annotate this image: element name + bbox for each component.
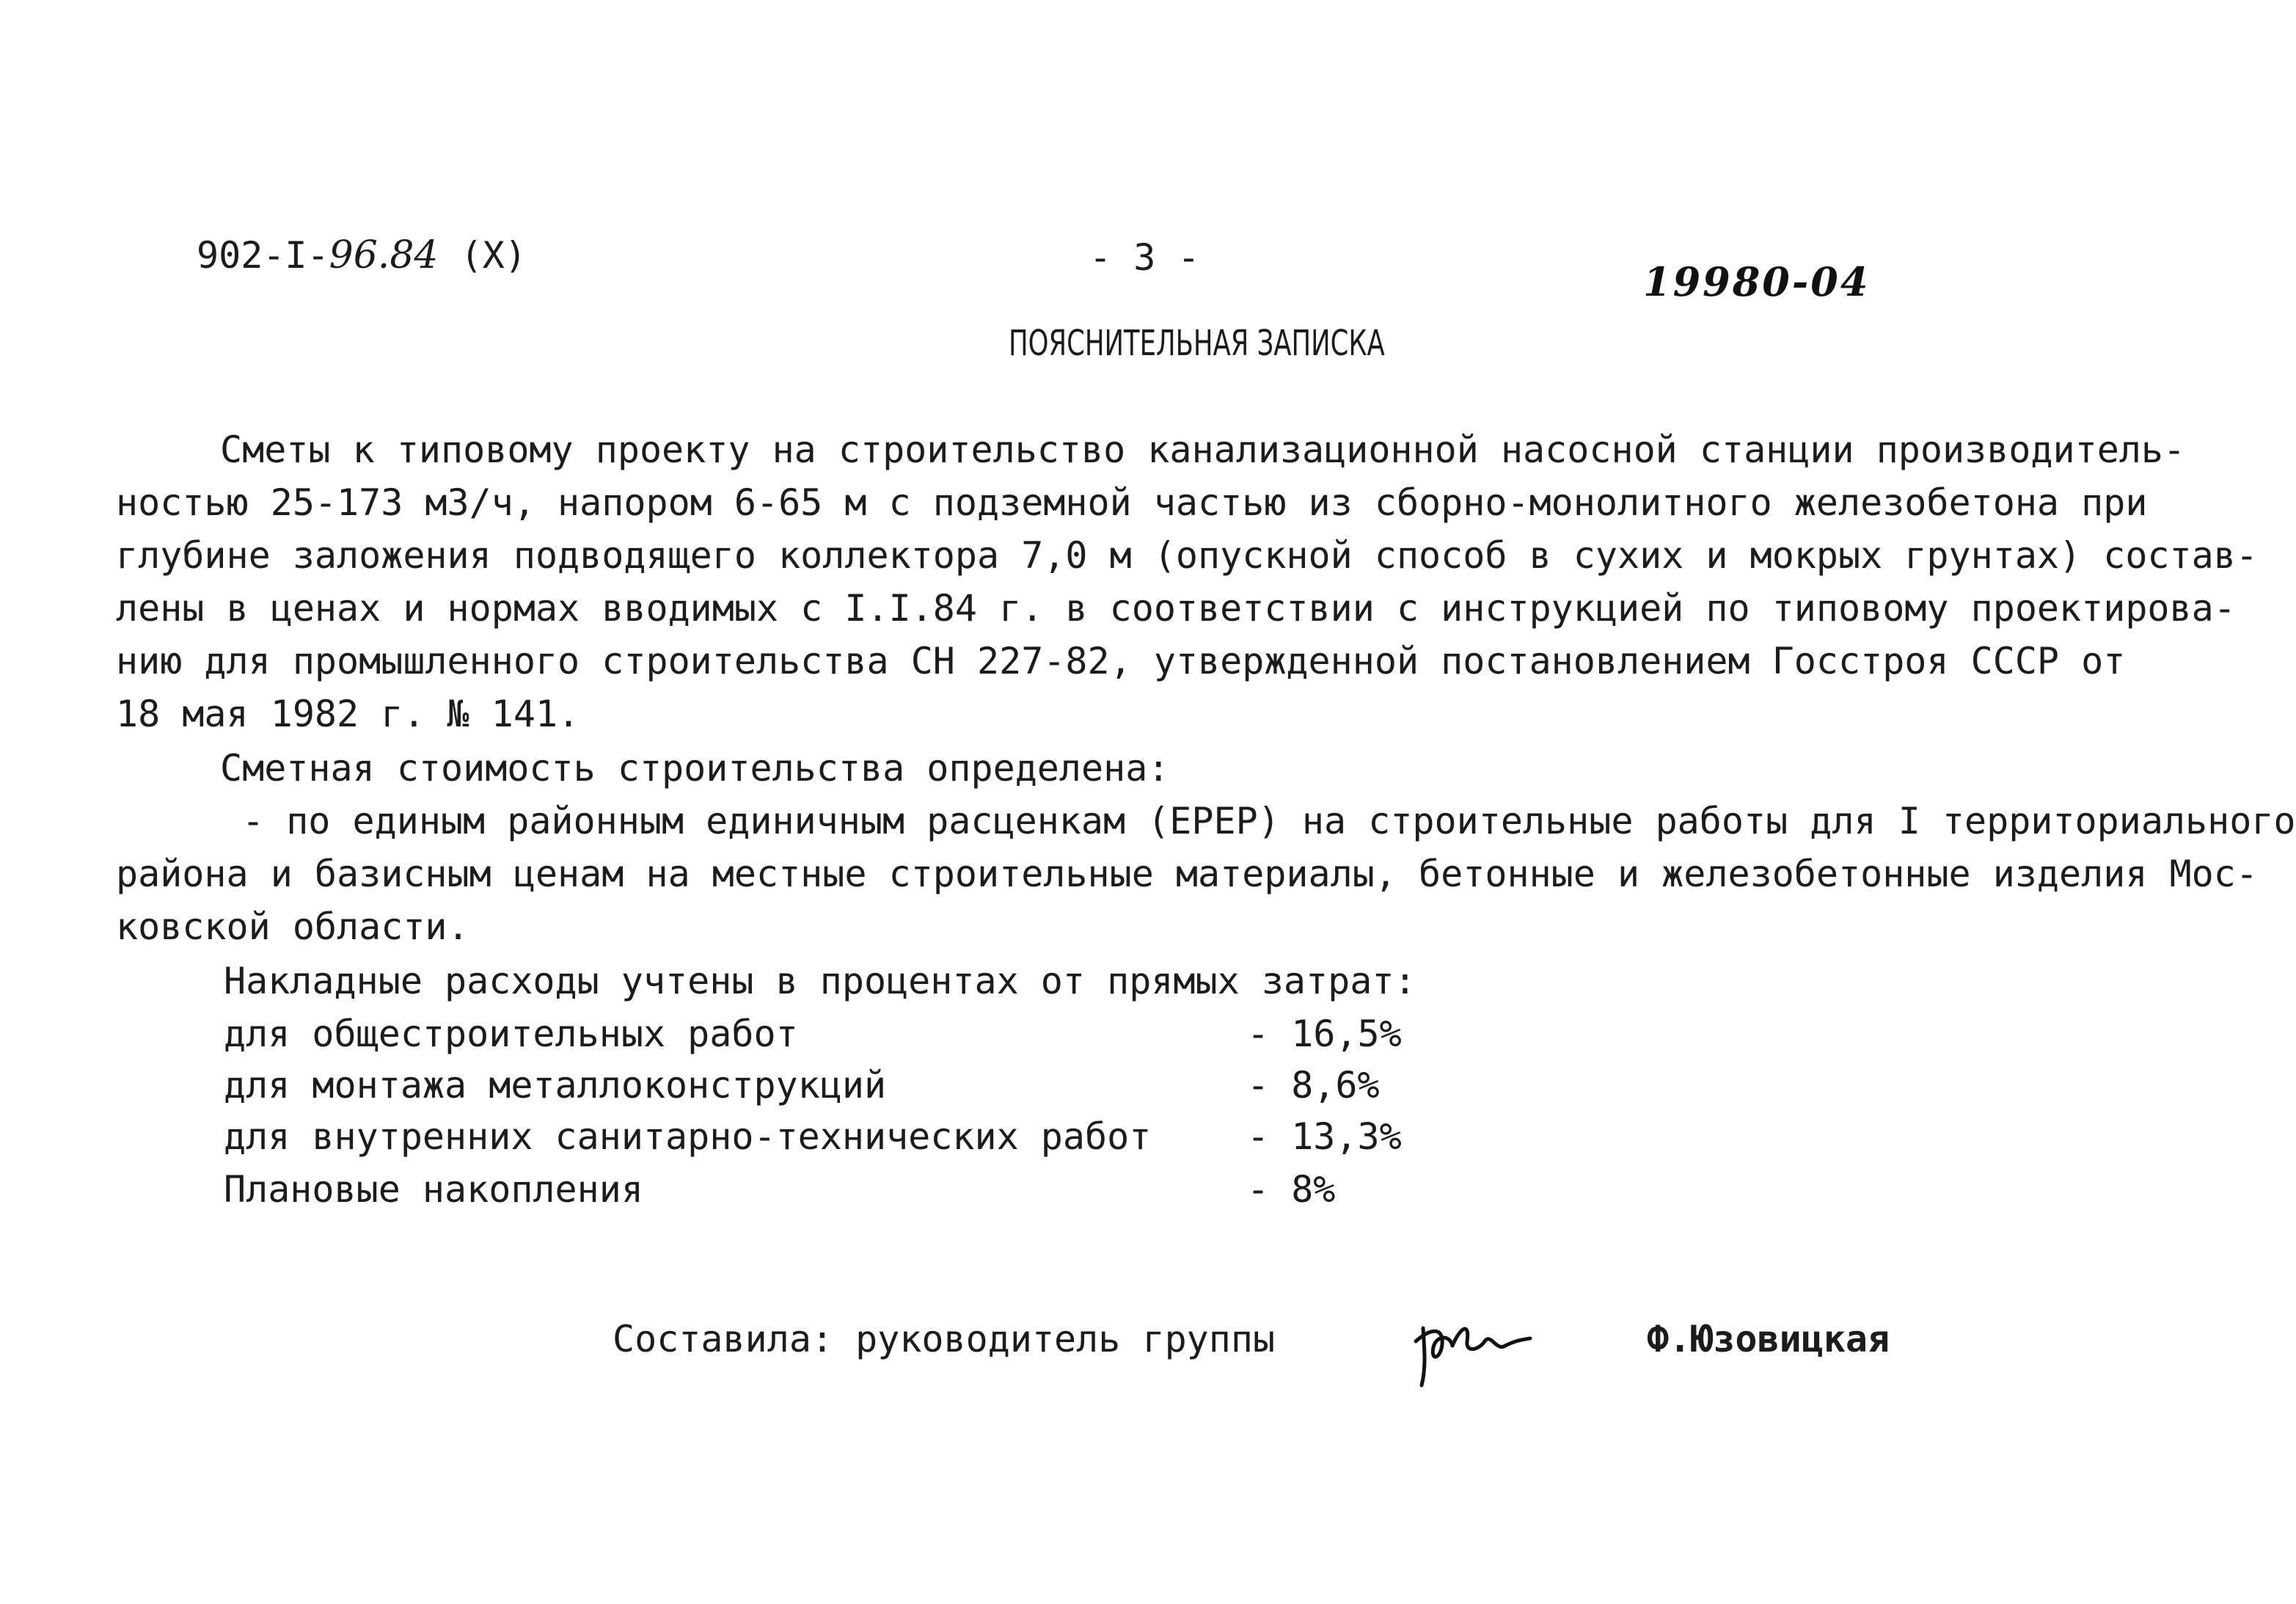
signature-label: Составила: руководитель группы: [613, 1318, 1276, 1360]
rate-value: - 13,3%: [1247, 1115, 1402, 1158]
paragraph-line: - по единым районным единичным расценкам (ЕРЕР) на строительные работы для I территориального: [242, 800, 2296, 842]
signatory-name: Ф.Юзовицкая: [1647, 1318, 1890, 1360]
rate-label: для общестроительных работ: [224, 1013, 798, 1055]
registration-number: 19980-04: [1643, 258, 1871, 305]
paragraph-line: Сметы к типовому проекту на строительство канализационной насосной станции производитель-: [220, 429, 2186, 471]
handwritten-signature-icon: [1408, 1299, 1533, 1394]
rate-value: - 8%: [1247, 1168, 1336, 1211]
paragraph-line: 18 мая 1982 г. № 141.: [116, 693, 580, 735]
rate-label: для монтажа металлоконструкций: [224, 1064, 887, 1107]
paragraph-line: ковской области.: [116, 905, 469, 948]
paragraph-line: Сметная стоимость строительства определена:: [220, 747, 1170, 790]
rate-label: Плановые накопления: [224, 1168, 643, 1211]
paragraph-line: Накладные расходы учтены в процентах от прямых затрат:: [224, 960, 1416, 1002]
paragraph-line: глубине заложения подводящего коллектора 7,0 м (опускной способ в сухих и мокрых грунтах) состав-: [116, 534, 2258, 577]
paragraph-line: лены в ценах и нормах вводимых с I.I.84 г. в соответствии с инструкцией по типовому проектирова-: [116, 587, 2236, 630]
rate-value: - 8,6%: [1247, 1064, 1380, 1107]
document-title: ПОЯСНИТЕЛЬНАЯ ЗАПИСКА: [1009, 323, 1385, 364]
document-code-suffix: (X): [438, 234, 527, 277]
rate-value: - 16,5%: [1247, 1013, 1402, 1055]
document-code-handwritten: 96.84: [329, 233, 439, 277]
rate-label: для внутренних санитарно-технических работ: [224, 1115, 1152, 1158]
paragraph-line: района и базисным ценам на местные строительные материалы, бетонные и железобетонные изделия Мос-: [116, 853, 2258, 895]
paragraph-line: нию для промышленного строительства СН 227-82, утвержденной постановлением Госстроя СССР от: [116, 640, 2126, 682]
page-number: - 3 -: [1089, 236, 1200, 279]
document-code-prefix: 902-I-: [197, 234, 329, 277]
paragraph-line: ностью 25-173 м3/ч, напором 6-65 м с подземной частью из сборно-монолитного железобетона при: [116, 481, 2148, 524]
document-code: [197, 233, 527, 277]
